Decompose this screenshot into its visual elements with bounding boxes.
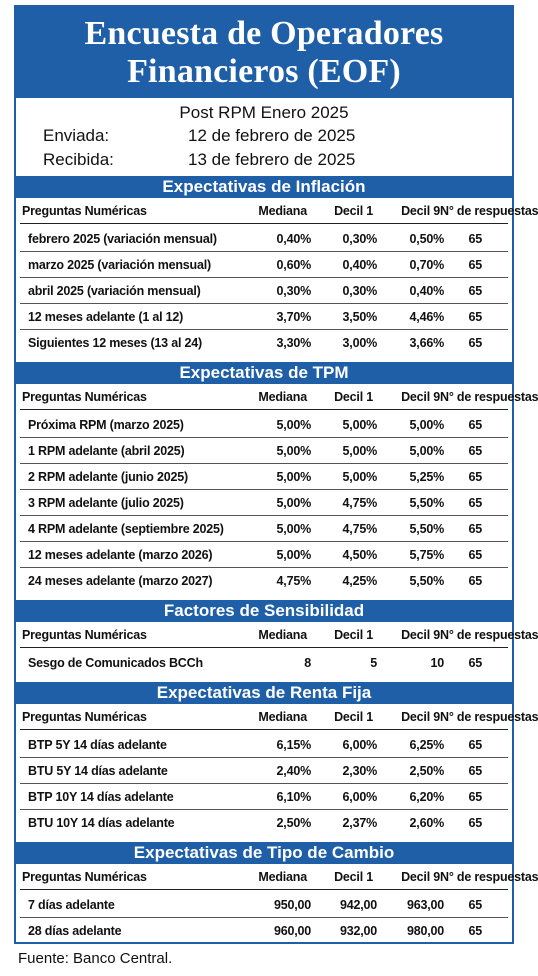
cell-question: 12 meses adelante (marzo 2026) bbox=[28, 547, 213, 562]
cell-median: 5,00% bbox=[276, 469, 311, 484]
column-header-responses: N° de respuestas bbox=[440, 389, 538, 404]
survey-subtitle: Post RPM Enero 2025 bbox=[179, 103, 349, 122]
cell-decil-1: 5,00% bbox=[342, 469, 377, 484]
cell-decil-1: 2,30% bbox=[342, 763, 377, 778]
column-header-decil-1: Decil 1 bbox=[334, 709, 373, 724]
cell-responses: 65 bbox=[468, 417, 482, 432]
cell-decil-9: 5,00% bbox=[409, 417, 444, 432]
cell-median: 950,00 bbox=[273, 897, 311, 912]
cell-question: 4 RPM adelante (septiembre 2025) bbox=[28, 521, 224, 536]
cell-median: 5,00% bbox=[276, 521, 311, 536]
table-row bbox=[20, 304, 508, 330]
column-header-responses: N° de respuestas bbox=[440, 709, 538, 724]
table-row bbox=[20, 516, 508, 542]
received-row bbox=[16, 148, 512, 172]
section-inflacion bbox=[16, 176, 538, 362]
banner-title-line2: Financieros (EOF) bbox=[127, 52, 401, 90]
column-header-question: Preguntas Numéricas bbox=[22, 389, 147, 404]
table-row bbox=[20, 226, 508, 252]
section-title: Expectativas de Tipo de Cambio bbox=[16, 842, 512, 864]
cell-responses: 65 bbox=[468, 763, 482, 778]
cell-responses: 65 bbox=[468, 737, 482, 752]
table-row bbox=[20, 252, 508, 278]
column-header-decil-9: Decil 9 bbox=[401, 203, 440, 218]
cell-question: 1 RPM adelante (abril 2025) bbox=[28, 443, 185, 458]
column-header-median: Mediana bbox=[258, 203, 307, 218]
cell-decil-9: 5,50% bbox=[409, 574, 444, 588]
cell-decil-1: 5,00% bbox=[342, 443, 377, 458]
column-header-row bbox=[16, 384, 538, 409]
cell-median: 5,00% bbox=[276, 547, 311, 562]
column-header-decil-1: Decil 1 bbox=[334, 869, 373, 884]
section-title: Expectativas de Renta Fija bbox=[16, 682, 512, 704]
cell-decil-9: 2,60% bbox=[409, 816, 444, 830]
cell-decil-9: 3,66% bbox=[409, 336, 444, 350]
table-row bbox=[20, 464, 508, 490]
cell-median: 960,00 bbox=[273, 924, 311, 938]
cell-responses: 65 bbox=[468, 897, 482, 912]
cell-median: 2,40% bbox=[276, 763, 311, 778]
column-header-row bbox=[16, 704, 538, 729]
column-header-row bbox=[16, 864, 538, 889]
cell-responses: 65 bbox=[468, 469, 482, 484]
cell-responses: 65 bbox=[468, 443, 482, 458]
cell-responses: 65 bbox=[468, 309, 482, 324]
cell-responses: 65 bbox=[468, 789, 482, 804]
table-row bbox=[20, 412, 508, 438]
cell-median: 0,60% bbox=[276, 257, 311, 272]
cell-decil-1: 6,00% bbox=[342, 789, 377, 804]
cell-responses: 65 bbox=[468, 495, 482, 510]
received-value: 13 de febrero de 2025 bbox=[188, 150, 356, 169]
banner-title-line1: Encuesta de Operadores bbox=[84, 14, 444, 52]
cell-question: 24 meses adelante (marzo 2027) bbox=[28, 574, 213, 588]
table-row bbox=[20, 918, 508, 944]
section-title: Expectativas de Inflación bbox=[16, 176, 512, 198]
cell-responses: 65 bbox=[468, 816, 482, 830]
column-header-responses: N° de respuestas bbox=[440, 869, 538, 884]
column-header-decil-9: Decil 9 bbox=[401, 709, 440, 724]
cell-decil-1: 3,00% bbox=[342, 336, 377, 350]
cell-decil-9: 980,00 bbox=[406, 924, 444, 938]
cell-decil-9: 0,70% bbox=[409, 257, 444, 272]
cell-decil-1: 0,30% bbox=[342, 283, 377, 298]
cell-decil-1: 4,75% bbox=[342, 521, 377, 536]
column-header-question: Preguntas Numéricas bbox=[22, 627, 147, 642]
cell-decil-9: 5,50% bbox=[409, 521, 444, 536]
source-footer: Fuente: Banco Central. bbox=[18, 950, 173, 967]
cell-responses: 65 bbox=[468, 656, 482, 670]
column-header-row bbox=[16, 198, 538, 223]
cell-decil-9: 6,20% bbox=[409, 789, 444, 804]
cell-question: 3 RPM adelante (julio 2025) bbox=[28, 495, 184, 510]
cell-decil-1: 942,00 bbox=[339, 897, 377, 912]
cell-decil-9: 5,25% bbox=[409, 469, 444, 484]
table-row bbox=[20, 892, 508, 918]
cell-decil-9: 963,00 bbox=[406, 897, 444, 912]
cell-median: 0,30% bbox=[276, 283, 311, 298]
column-header-median: Mediana bbox=[258, 627, 307, 642]
column-header-median: Mediana bbox=[258, 709, 307, 724]
column-header-median: Mediana bbox=[258, 389, 307, 404]
cell-decil-1: 0,30% bbox=[342, 231, 377, 246]
cell-question: BTP 5Y 14 días adelante bbox=[28, 737, 167, 752]
cell-median: 2,50% bbox=[276, 816, 311, 830]
section-tpm bbox=[16, 362, 538, 600]
cell-responses: 65 bbox=[468, 283, 482, 298]
cell-decil-9: 0,40% bbox=[409, 283, 444, 298]
column-header-decil-9: Decil 9 bbox=[401, 627, 440, 642]
cell-decil-1: 4,50% bbox=[342, 547, 377, 562]
column-header-responses: N° de respuestas bbox=[440, 627, 538, 642]
cell-question: BTP 10Y 14 días adelante bbox=[28, 789, 174, 804]
sent-label: Enviada: bbox=[43, 126, 110, 145]
table-row bbox=[20, 542, 508, 568]
cell-median: 8 bbox=[304, 656, 311, 670]
received-label: Recibida: bbox=[43, 150, 114, 169]
section-title: Expectativas de TPM bbox=[16, 362, 512, 384]
cell-responses: 65 bbox=[468, 924, 482, 938]
cell-question: BTU 10Y 14 días adelante bbox=[28, 816, 175, 830]
column-header-decil-9: Decil 9 bbox=[401, 869, 440, 884]
cell-median: 5,00% bbox=[276, 495, 311, 510]
cell-median: 0,40% bbox=[276, 231, 311, 246]
cell-question: abril 2025 (variación mensual) bbox=[28, 283, 201, 298]
table-row bbox=[20, 810, 508, 836]
column-header-decil-1: Decil 1 bbox=[334, 203, 373, 218]
cell-median: 6,15% bbox=[276, 737, 311, 752]
cell-decil-9: 5,75% bbox=[409, 547, 444, 562]
column-header-decil-1: Decil 1 bbox=[334, 627, 373, 642]
section-tipo-cambio bbox=[16, 842, 538, 944]
cell-median: 5,00% bbox=[276, 417, 311, 432]
table-row bbox=[20, 490, 508, 516]
column-header-decil-1: Decil 1 bbox=[334, 389, 373, 404]
survey-banner bbox=[16, 7, 512, 98]
survey-card bbox=[14, 5, 538, 944]
column-header-question: Preguntas Numéricas bbox=[22, 869, 147, 884]
cell-question: 7 días adelante bbox=[28, 897, 115, 912]
cell-responses: 65 bbox=[468, 257, 482, 272]
sent-row bbox=[16, 124, 512, 148]
table-row bbox=[20, 330, 508, 356]
table-row bbox=[20, 650, 508, 676]
cell-question: febrero 2025 (variación mensual) bbox=[28, 231, 217, 246]
cell-decil-1: 4,75% bbox=[342, 495, 377, 510]
cell-median: 4,75% bbox=[276, 574, 311, 588]
cell-question: 2 RPM adelante (junio 2025) bbox=[28, 469, 188, 484]
cell-median: 3,70% bbox=[276, 309, 311, 324]
table-row bbox=[20, 438, 508, 464]
cell-median: 5,00% bbox=[276, 443, 311, 458]
cell-decil-1: 0,40% bbox=[342, 257, 377, 272]
cell-responses: 65 bbox=[468, 547, 482, 562]
column-header-responses: N° de respuestas bbox=[440, 203, 538, 218]
cell-decil-9: 0,50% bbox=[409, 231, 444, 246]
cell-decil-1: 4,25% bbox=[342, 574, 377, 588]
column-header-decil-9: Decil 9 bbox=[401, 389, 440, 404]
cell-responses: 65 bbox=[468, 574, 482, 588]
column-header-median: Mediana bbox=[258, 869, 307, 884]
cell-question: BTU 5Y 14 días adelante bbox=[28, 763, 168, 778]
table-row bbox=[20, 784, 508, 810]
cell-decil-1: 2,37% bbox=[342, 816, 377, 830]
cell-responses: 65 bbox=[468, 521, 482, 536]
cell-decil-9: 6,25% bbox=[409, 737, 444, 752]
cell-responses: 65 bbox=[468, 336, 482, 350]
cell-question: Sesgo de Comunicados BCCh bbox=[28, 656, 203, 670]
cell-responses: 65 bbox=[468, 231, 482, 246]
section-title: Factores de Sensibilidad bbox=[16, 600, 512, 622]
table-row bbox=[20, 568, 508, 594]
cell-decil-9: 10 bbox=[430, 656, 444, 670]
cell-median: 3,30% bbox=[276, 336, 311, 350]
table-row bbox=[20, 758, 508, 784]
cell-decil-1: 932,00 bbox=[339, 924, 377, 938]
cell-decil-1: 3,50% bbox=[342, 309, 377, 324]
cell-decil-9: 5,50% bbox=[409, 495, 444, 510]
cell-question: Próxima RPM (marzo 2025) bbox=[28, 417, 184, 432]
cell-median: 6,10% bbox=[276, 789, 311, 804]
cell-question: 12 meses adelante (1 al 12) bbox=[28, 309, 184, 324]
column-header-question: Preguntas Numéricas bbox=[22, 709, 147, 724]
cell-decil-9: 2,50% bbox=[409, 763, 444, 778]
cell-question: 28 días adelante bbox=[28, 924, 122, 938]
table-row bbox=[20, 278, 508, 304]
cell-decil-1: 5 bbox=[370, 656, 377, 670]
cell-decil-1: 5,00% bbox=[342, 417, 377, 432]
table-row bbox=[20, 732, 508, 758]
cell-decil-9: 5,00% bbox=[409, 443, 444, 458]
survey-info bbox=[16, 98, 512, 176]
section-sensibilidad bbox=[16, 600, 538, 682]
sections-container bbox=[16, 176, 538, 944]
cell-decil-1: 6,00% bbox=[342, 737, 377, 752]
column-header-row bbox=[16, 622, 538, 647]
column-header-question: Preguntas Numéricas bbox=[22, 203, 147, 218]
cell-decil-9: 4,46% bbox=[409, 309, 444, 324]
sent-value: 12 de febrero de 2025 bbox=[188, 126, 356, 145]
section-renta-fija bbox=[16, 682, 538, 842]
cell-question: Siguientes 12 meses (13 al 24) bbox=[28, 336, 202, 350]
cell-question: marzo 2025 (variación mensual) bbox=[28, 257, 211, 272]
